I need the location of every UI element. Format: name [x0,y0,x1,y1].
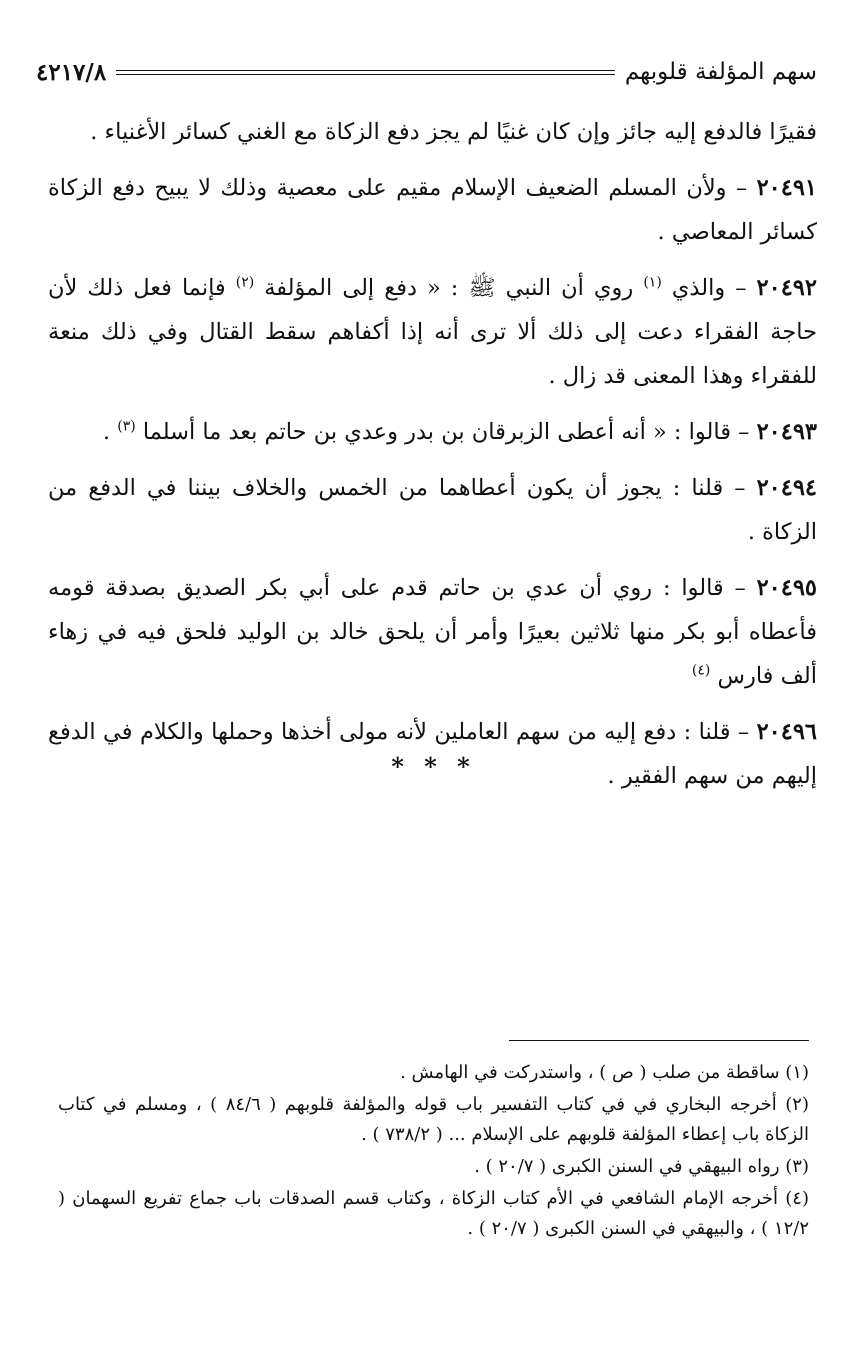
footnote-2: (٢) أخرجه البخاري في في كتاب التفسير باب قوله والمؤلفة قلوبهم ( ٨٤/٦ ) ، ومسلم في كتاب الزكاة باب إعطاء المؤلفة قلوبهم على الإسلام ... ( ٧٣٨/٢ ) . [58,1094,809,1145]
paragraph-20492 [48,266,817,398]
footnote-ref[interactable]: (١) [643,274,662,291]
footnotes [58,1058,809,1246]
paragraph-text: روي أن النبي ﷺ : « دفع إلى المؤلفة [254,275,644,301]
paragraph-number: ٢٠٤٩٣ [756,419,817,445]
footnote-3: (٣) رواه البيهقي في السنن الكبرى ( ٢٠/٧ ) . [474,1156,809,1177]
paragraph-text: – والذي [661,275,757,301]
section-separator: * * * [391,752,476,781]
paragraph-text: فإنما فعل ذلك لأن حاجة الفقراء دعت إلى ذلك ألا ترى أنه إذا أكفاهم سقط القتال وفي ذلك منعة للفقراء وهذا المعنى قد زال . [48,275,817,389]
paragraph-text: – قلنا : دفع إليه من سهم العاملين لأنه مولى أخذها وحملها والكلام في الدفع إليهم من سهم الفقير . [48,719,817,789]
page-number: ٤٢١٧/٨ [36,58,107,86]
running-header [36,52,817,92]
main-text [48,110,817,810]
paragraph-20495 [48,566,817,698]
footnote-4: (٤) أخرجه الإمام الشافعي في الأم كتاب الزكاة ، وكتاب قسم الصدقات باب جماع تفريع السهمان ( ١٢/٢ ) ، والبيهقي في السنن الكبرى ( ٢٠/٧ ) . [58,1188,809,1239]
paragraph-continuation [48,110,817,154]
paragraph-number: ٢٠٤٩٢ [756,275,817,301]
footnote-rule [509,1040,809,1041]
paragraph-text: . [102,419,118,445]
header-title: سهم المؤلفة قلوبهم [624,59,817,85]
paragraph-20491 [48,166,817,254]
footnote-ref[interactable]: (٢) [235,274,255,291]
paragraph-text: – ولأن المسلم الضعيف الإسلام مقيم على معصية وذلك لا يبيح دفع الزكاة كسائر المعاصي . [48,175,817,245]
header-rule [116,70,615,75]
paragraph-text: فقيرًا فالدفع إليه جائز وإن كان غنيًا لم يجز دفع الزكاة مع الغني كسائر الأغنياء . [90,119,817,145]
paragraph-number: ٢٠٤٩١ [756,175,817,201]
paragraph-number: ٢٠٤٩٥ [756,575,817,601]
paragraph-number: ٢٠٤٩٤ [756,475,817,501]
paragraph-text: – قالوا : روي أن عدي بن حاتم قدم على أبي بكر الصديق بصدقة قومه فأعطاه أبو بكر منها ثلاثين بعيرًا وأمر أن يلحق خالد بن الوليد فلحق فيه في زهاء ألف فارس [48,575,817,689]
footnote-ref[interactable]: (٣) [117,418,136,435]
paragraph-text: – قلنا : يجوز أن يكون أعطاهما من الخمس والخلاف بيننا في الدفع من الزكاة . [48,475,817,545]
footnote-ref[interactable]: (٤) [691,662,711,679]
paragraph-20494 [48,466,817,554]
paragraph-text: – قالوا : « أنه أعطى الزبرقان بن بدر وعدي بن حاتم بعد ما أسلما [135,419,757,445]
paragraph-20493 [48,410,817,454]
footnote-1: (١) ساقطة من صلب ( ص ) ، واستدركت في الهامش . [400,1062,809,1083]
paragraph-number: ٢٠٤٩٦ [756,719,817,745]
